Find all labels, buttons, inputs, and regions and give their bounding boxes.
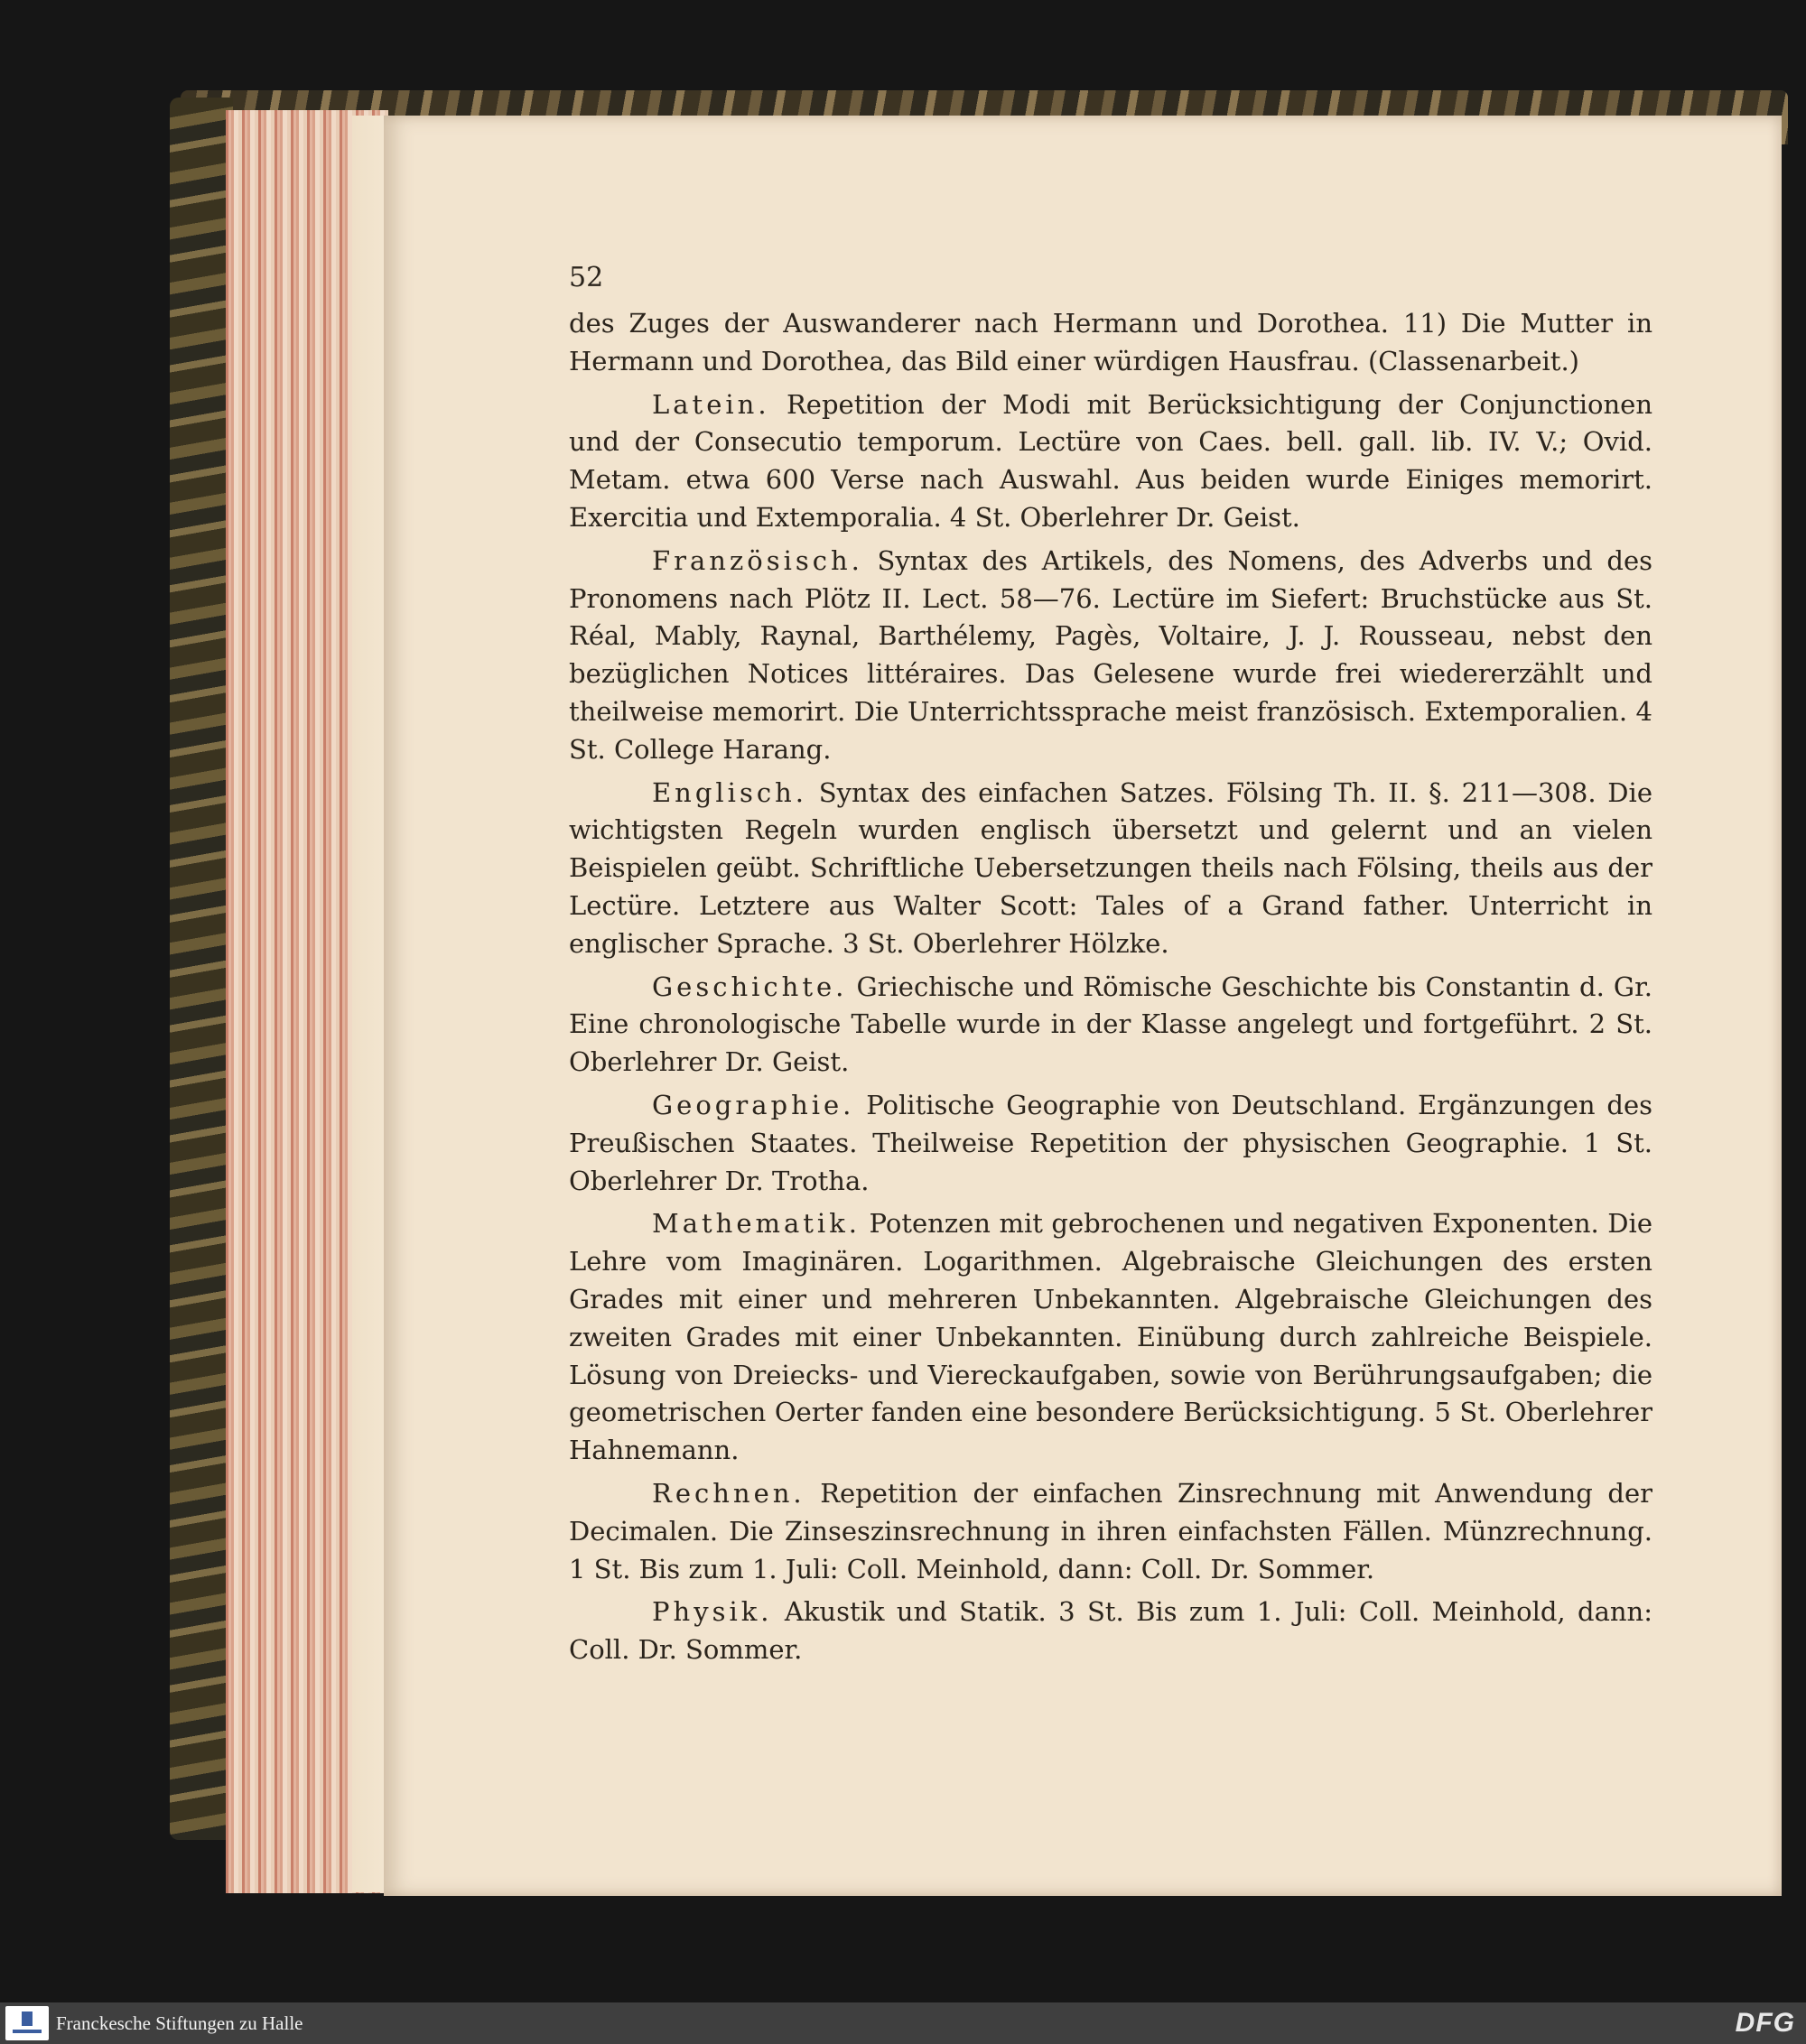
book-page bbox=[384, 116, 1782, 1896]
paragraph-rechnen bbox=[569, 1475, 1652, 1588]
paragraph-latein bbox=[569, 386, 1652, 537]
logo-figure-icon bbox=[22, 2011, 33, 2026]
paragraph-text: Repetition der einfachen Zinsrechnung mit Anwendung der Decimalen. Die Zinseszinsrechnung in ihren einfachsten Fällen. Münzrechnung. 1 St. Bis zum 1. Juli: Coll. Meinhold, dann: Coll. Dr. Sommer. bbox=[569, 1477, 1652, 1584]
franckesche-stiftungen-logo[interactable] bbox=[5, 2006, 49, 2040]
marbled-cover-left bbox=[170, 98, 233, 1840]
paragraph-geschichte bbox=[569, 969, 1652, 1082]
paragraph-text: Akustik und Statik. 3 St. Bis zum 1. Juli: Coll. Meinhold, dann: Coll. Dr. Sommer. bbox=[569, 1596, 1652, 1666]
dfg-logo[interactable]: DFG bbox=[1735, 2008, 1795, 2038]
paragraph-text: Griechische und Römische Geschichte bis Constantin d. Gr. Eine chronologische Tabelle wurde in der Klasse angelegt und fortgeführt. 2 St. Oberlehrer Dr. Geist. bbox=[569, 971, 1652, 1078]
page-edge bbox=[352, 116, 388, 1892]
institution-name[interactable]: Franckesche Stiftungen zu Halle bbox=[56, 2012, 303, 2034]
paragraph-text: Politische Geographie von Deutschland. Ergänzungen des Preußischen Staates. Theilweise Repetition der physischen Geographie. 1 St. Oberlehrer Dr. Trotha. bbox=[569, 1089, 1652, 1196]
subject-heading: Latein. bbox=[652, 388, 770, 420]
paragraph-geographie bbox=[569, 1087, 1652, 1200]
subject-heading: Rechnen. bbox=[652, 1477, 805, 1509]
page-number: 52 bbox=[569, 262, 604, 293]
subject-heading: Mathematik. bbox=[652, 1208, 861, 1240]
paragraph-physik bbox=[569, 1593, 1652, 1669]
subject-heading: Französisch. bbox=[652, 544, 863, 576]
subject-heading: Geschichte. bbox=[652, 971, 848, 1002]
paragraph-englisch bbox=[569, 775, 1652, 963]
paragraph-text: Syntax des einfachen Satzes. Fölsing Th. II. §. 211—308. Die wichtigsten Regeln wurden englisch übersetzt und gelernt und an vielen Beispielen geübt. Schriftliche Uebersetzungen theils nach Fölsing, theils aus der Lectüre. Letztere aus Walter Scott: Tales of a Grand father. Unterricht in englischer Sprache. 3 St. Oberlehrer Hölzke. bbox=[569, 776, 1652, 959]
paragraph-mathematik bbox=[569, 1205, 1652, 1470]
subject-heading: Geographie. bbox=[652, 1089, 855, 1120]
viewer-footer bbox=[0, 2002, 1806, 2044]
subject-heading: Englisch. bbox=[652, 776, 807, 808]
logo-base-icon bbox=[13, 2030, 42, 2033]
paragraph-franzoesisch bbox=[569, 543, 1652, 769]
paragraph-continuation bbox=[569, 305, 1652, 381]
paragraph-text: Syntax des Artikels, des Nomens, des Adverbs und des Pronomens nach Plötz II. Lect. 58—76. Lectüre im Siefert: Bruchstücke aus St. Réal, Mably, Raynal, Barthélemy, Pagès, Voltaire, J. J. Rousseau, nebst den bezüglichen Notices littéraires. Das Gelesene wurde frei wiedererzählt und theilweise memorirt. Die Unterrichtssprache meist französisch. Extemporalien. 4 St. College Harang. bbox=[569, 544, 1652, 765]
page-text bbox=[569, 260, 1652, 1675]
subject-heading: Physik. bbox=[652, 1596, 773, 1628]
paragraph-text: des Zuges der Auswanderer nach Hermann und Dorothea. 11) Die Mutter in Hermann und Dorothea, das Bild einer würdigen Hausfrau. (Classenarbeit.) bbox=[569, 308, 1652, 376]
paragraph-text: Repetition der Modi mit Berücksichtigung der Conjunctionen und der Consecutio temporum. Lectüre von Caes. bell. gall. lib. IV. V.; Ovid. Metam. etwa 600 Verse nach Auswahl. Aus beiden wurde Einiges memorirt. Exercitia und Extemporalia. 4 St. Oberlehrer Dr. Geist. bbox=[569, 388, 1652, 533]
paragraph-text: Potenzen mit gebrochenen und negativen Exponenten. Die Lehre vom Imaginären. Logarithmen. Algebraische Gleichungen des ersten Grades mit einer und mehreren Unbekannten. Algebraische Gleichungen des zweiten Grades mit einer Unbekannten. Einübung durch zahlreiche Beispiele. Lösung von Dreiecks- und Viereckaufgaben, sowie von Berührungsaufgaben; die geometrischen Oerter fanden eine besondere Berücksichtigung. 5 St. Oberlehrer Hahnemann. bbox=[569, 1208, 1652, 1466]
